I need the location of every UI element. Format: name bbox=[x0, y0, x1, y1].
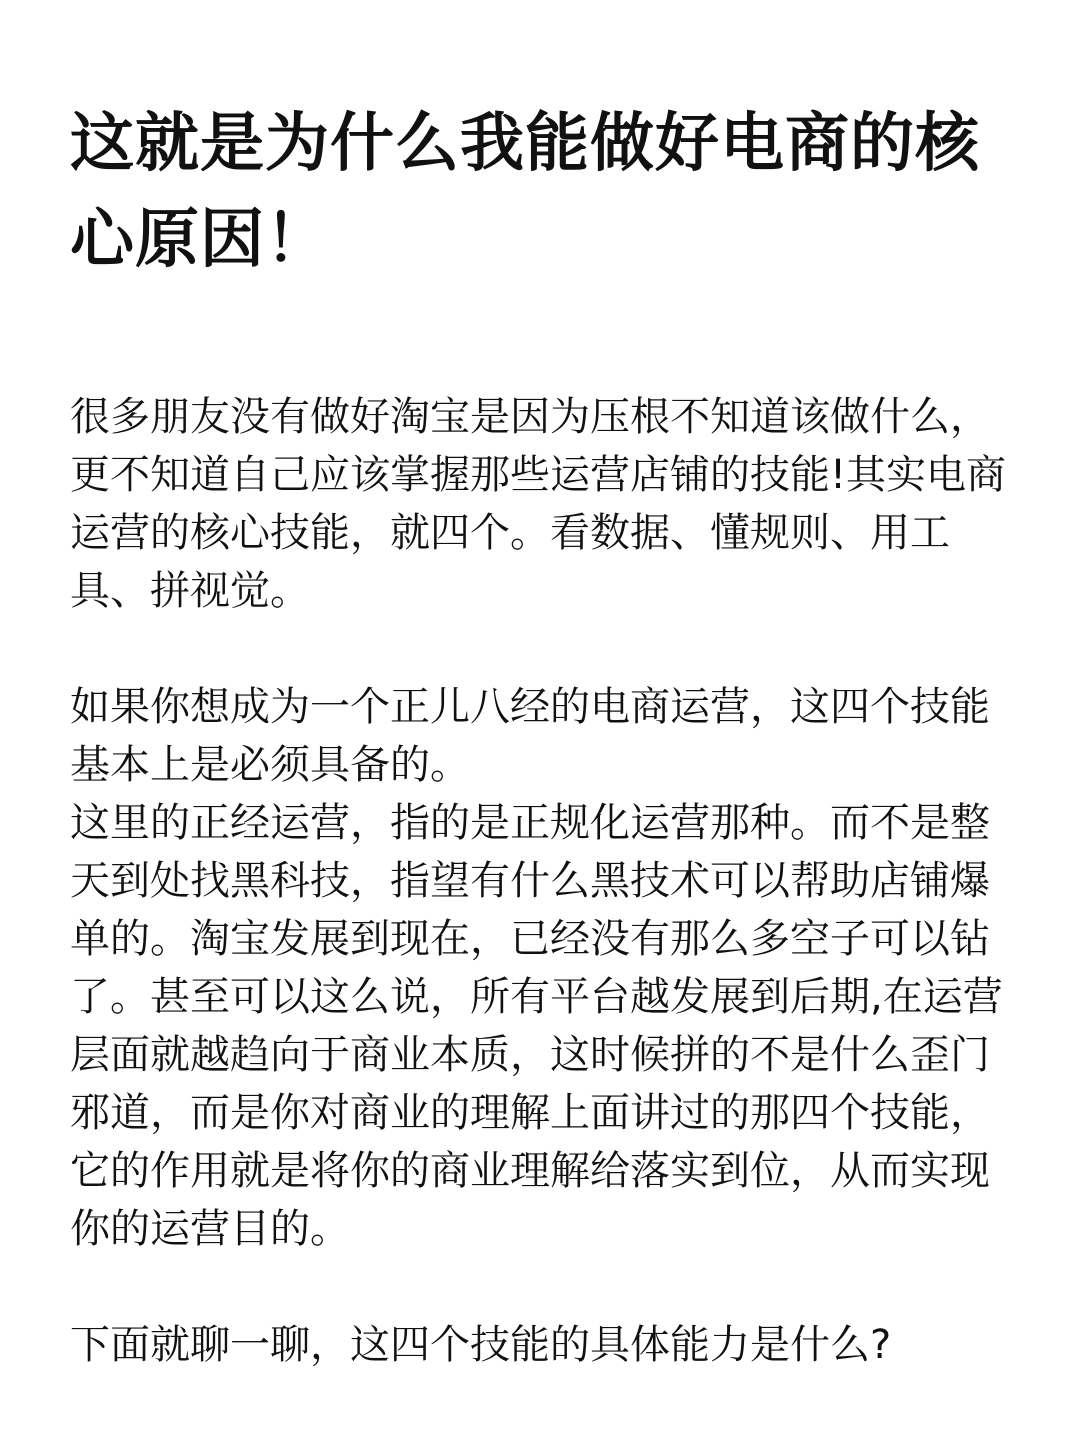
paragraph-line: 更不知道自己应该掌握那些运营店铺的技能!其实电商 bbox=[70, 452, 1007, 498]
paragraph-spacer bbox=[70, 1258, 1005, 1316]
article bbox=[70, 96, 1005, 1374]
article-title bbox=[70, 96, 1005, 288]
paragraph-line: 单的。淘宝发展到现在，已经没有那么多空子可以钻 bbox=[70, 916, 990, 962]
paragraph-line: 它的作用就是将你的商业理解给落实到位，从而实现 bbox=[70, 1148, 990, 1194]
paragraph-line: 天到处找黑科技，指望有什么黑技术可以帮助店铺爆 bbox=[70, 858, 990, 904]
paragraph-line: 你的运营目的。 bbox=[70, 1206, 350, 1252]
article-body bbox=[70, 388, 1005, 1374]
title-line: 这就是为什么我能做好电商的核 bbox=[70, 107, 980, 181]
paragraph-line: 运营的核心技能，就四个。看数据、懂规则、用工 bbox=[70, 510, 950, 556]
paragraph-line: 这里的正经运营，指的是正规化运营那种。而不是整 bbox=[70, 800, 990, 846]
paragraph-line: 基本上是必须具备的。 bbox=[70, 742, 470, 788]
paragraph-line: 如果你想成为一个正儿八经的电商运营，这四个技能 bbox=[70, 684, 990, 730]
paragraph-spacer bbox=[70, 620, 1005, 678]
paragraph-line: 具、拼视觉。 bbox=[70, 568, 310, 614]
title-line: 心原因！ bbox=[70, 203, 330, 277]
paragraph-line: 下面就聊一聊，这四个技能的具体能力是什么? bbox=[70, 1322, 892, 1368]
paragraph-line: 邪道，而是你对商业的理解上面讲过的那四个技能， bbox=[70, 1090, 990, 1136]
paragraph-3 bbox=[70, 1316, 1005, 1374]
paragraph-line: 很多朋友没有做好淘宝是因为压根不知道该做什么， bbox=[70, 394, 990, 440]
paragraph-2 bbox=[70, 678, 1005, 1258]
paragraph-line: 了。甚至可以这么说，所有平台越发展到后期,在运营 bbox=[70, 974, 1003, 1020]
paragraph-line: 层面就越趋向于商业本质，这时候拼的不是什么歪门 bbox=[70, 1032, 990, 1078]
paragraph-1 bbox=[70, 388, 1005, 620]
